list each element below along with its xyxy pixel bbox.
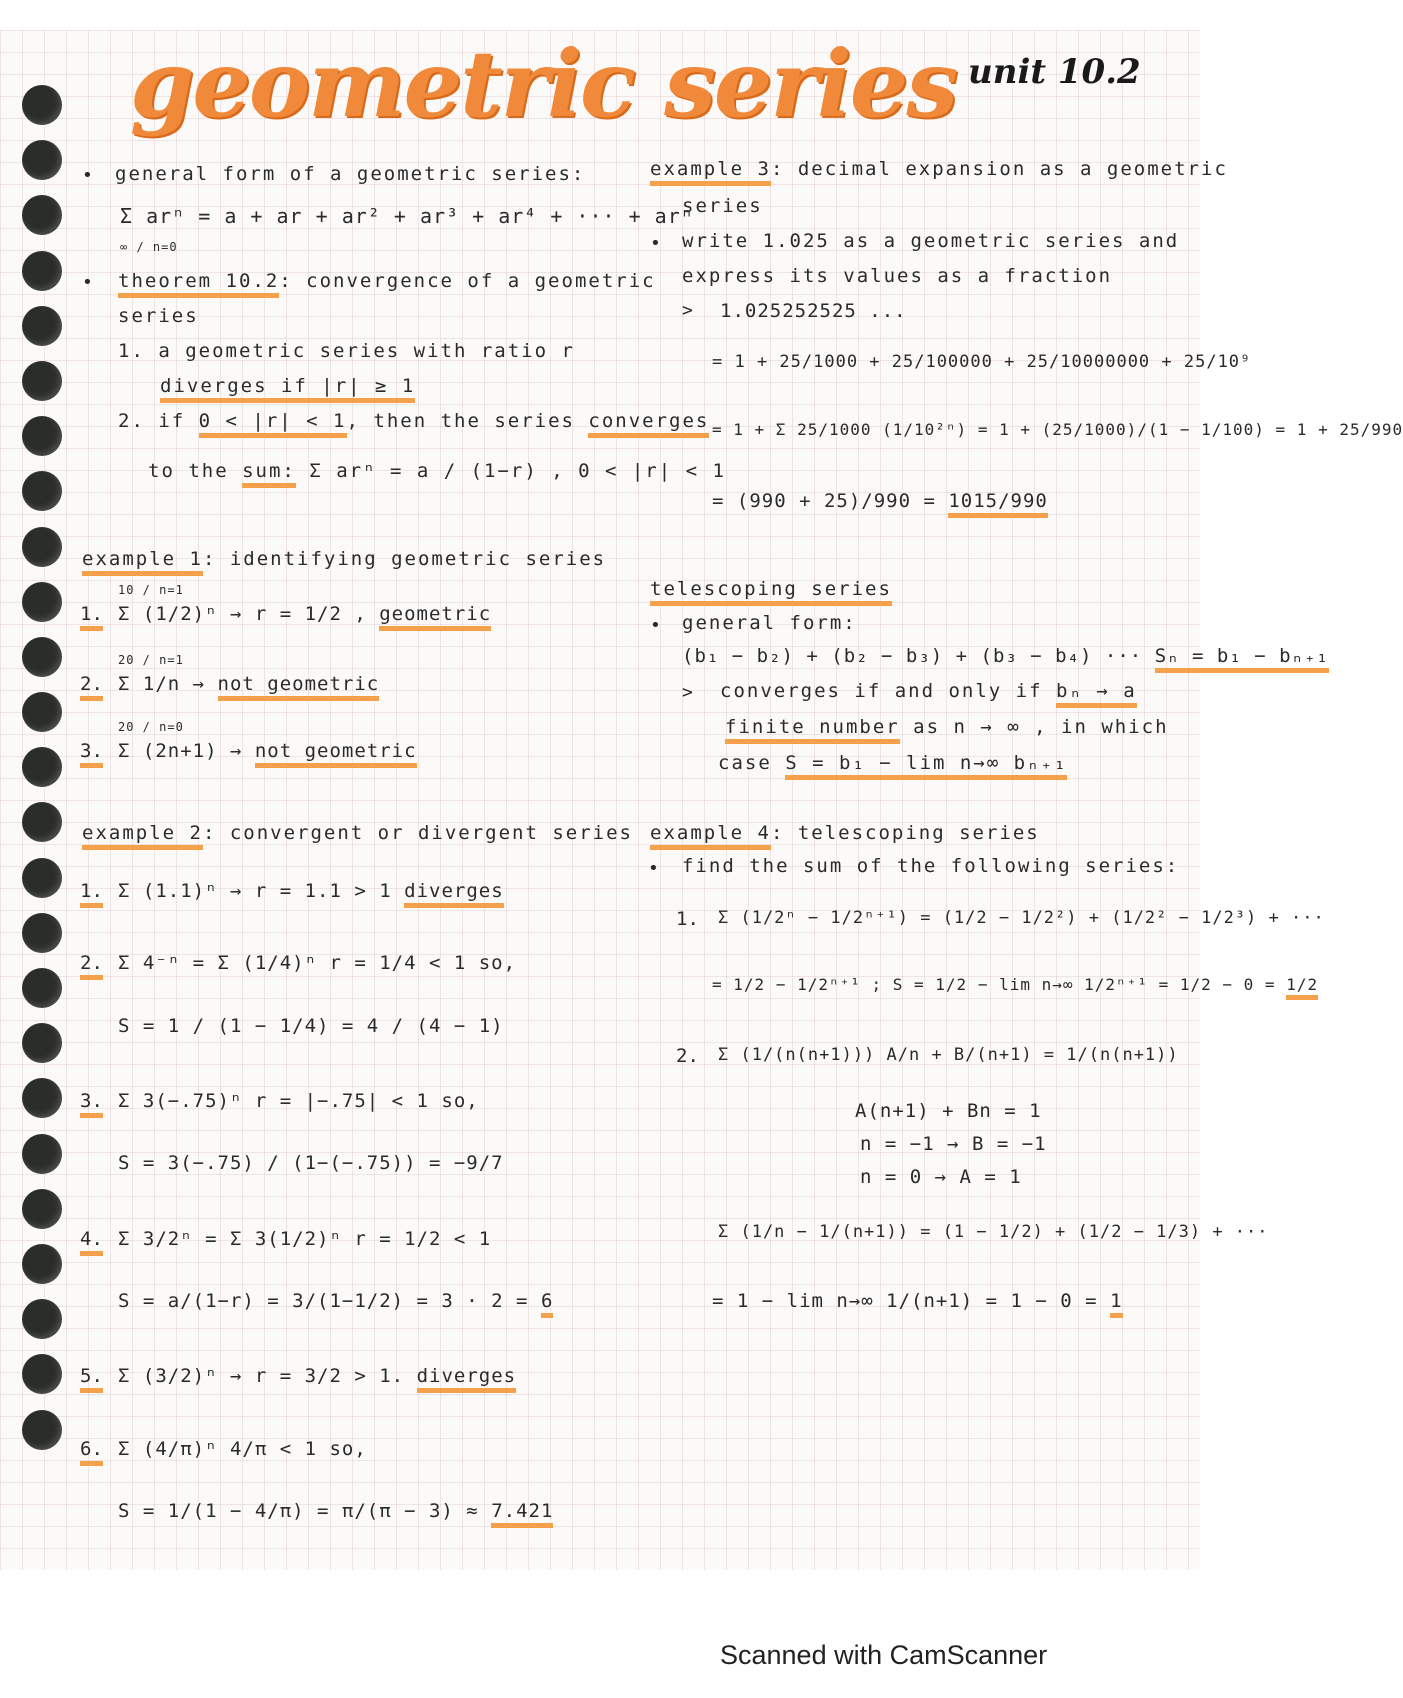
ex3-task: write 1.025 as a geometric series and (682, 230, 1180, 252)
theorem-item-2-converges: converges (588, 410, 709, 438)
telescoping-form: (b₁ − b₂) + (b₂ − b₃) + (b₃ − b₄) ··· (682, 645, 1143, 667)
ex4-2-sum: = 1 − lim n→∞ 1/(n+1) = 1 − 0 = (712, 1290, 1098, 1312)
example-2-heading: example 2 (82, 822, 203, 850)
ex2-4-value: 6 (541, 1290, 553, 1318)
ex4-1-value: 1/2 (1286, 975, 1318, 1000)
ex1-1-result: geometric (379, 603, 491, 631)
example-1-title: : identifying geometric series (202, 548, 607, 570)
ex3-task-cont: express its values as a fraction (682, 265, 1113, 287)
ex1-1-limits: 10 / n=1 (118, 583, 184, 597)
ex1-2-expr: Σ 1/n → (118, 673, 206, 695)
ex1-3-limits: 20 / n=0 (118, 720, 184, 734)
example-4-title: : telescoping series (770, 822, 1040, 844)
ex2-4-sum: S = a/(1−r) = 3/(1−1/2) = 3 · 2 = (118, 1290, 529, 1312)
ex3-line-3: = (990 + 25)/990 = (712, 490, 936, 512)
ex2-5-result: diverges (417, 1365, 517, 1393)
ex1-2-limits: 20 / n=1 (118, 653, 184, 667)
ex1-2-result: not geometric (218, 673, 380, 701)
telescoping-general-label: general form: (682, 612, 857, 634)
telescoping-s: S = b₁ − lim n→∞ bₙ₊₁ (785, 752, 1067, 780)
theorem-item-1: 1. a geometric series with ratio r (118, 340, 575, 362)
ex4-2-eq: A(n+1) + Bn = 1 (855, 1100, 1042, 1122)
ex4-1-sum: = 1/2 − 1/2ⁿ⁺¹ ; S = 1/2 − lim n→∞ 1/2ⁿ⁺¹ = 1/2 − 0 = (712, 975, 1276, 994)
ex4-2-series: Σ (1/n − 1/(n+1)) = (1 − 1/2) + (1/2 − 1/3) + ··· (718, 1222, 1269, 1242)
item-number: 4. (80, 1228, 103, 1256)
binder-holes (22, 85, 72, 1465)
ex2-6-value: 7.421 (491, 1500, 553, 1528)
item-number: 2. (676, 1045, 699, 1067)
telescoping-sn: Sₙ = b₁ − bₙ₊₁ (1155, 645, 1329, 673)
example-1-heading: example 1 (82, 548, 203, 576)
telescoping-finite-cont: as n → ∞ , in which (913, 716, 1169, 738)
ex2-1-result: diverges (404, 880, 504, 908)
item-number: 2. (80, 952, 103, 980)
example-3-heading: example 3 (650, 158, 771, 186)
notebook-page (0, 30, 1200, 1570)
ex4-2-value: 1 (1110, 1290, 1122, 1318)
arrow-icon: > (682, 300, 693, 321)
bullet-icon: • (650, 615, 661, 636)
theorem-item-1-diverges: diverges if |r| ≥ 1 (160, 375, 415, 403)
item-number: 2. (80, 673, 103, 701)
ex2-6-sum: S = 1/(1 − 4/π) = π/(π − 3) ≈ (118, 1500, 479, 1522)
item-number: 1. (80, 603, 103, 631)
item-number: 5. (80, 1365, 103, 1393)
telescoping-converges: converges if and only if (720, 680, 1043, 702)
theorem-item-2-formula: Σ arⁿ = a / (1−r) , 0 < |r| < 1 (309, 460, 726, 482)
item-number: 3. (80, 740, 103, 768)
bullet-icon: • (82, 165, 93, 186)
telescoping-finite: finite number (725, 716, 900, 744)
general-form-limits: ∞ / n=0 (120, 240, 178, 254)
theorem-item-2-sum: sum: (242, 460, 296, 488)
ex3-result: 1015/990 (948, 490, 1048, 518)
theorem-item-2-cond: 0 < |r| < 1 (199, 410, 347, 438)
ex4-2-a: n = 0 → A = 1 (860, 1166, 1022, 1188)
ex1-3-expr: Σ (2n+1) → (118, 740, 243, 762)
theorem-item-2-a: 2. if (118, 410, 186, 432)
ex2-3-sum: S = 3(−.75) / (1−(−.75)) = −9/7 (118, 1152, 504, 1174)
example-4-heading: example 4 (650, 822, 771, 850)
example-2-title: : convergent or divergent series (202, 822, 633, 844)
ex2-4-expr: Σ 3/2ⁿ = Σ 3(1/2)ⁿ r = 1/2 < 1 (118, 1228, 492, 1250)
bullet-icon: • (648, 858, 659, 879)
ex2-2-expr: Σ 4⁻ⁿ = Σ (1/4)ⁿ r = 1/4 < 1 so, (118, 952, 517, 974)
ex4-2-b: n = −1 → B = −1 (860, 1133, 1047, 1155)
item-number: 3. (80, 1090, 103, 1118)
theorem-item-2-e: to the (148, 460, 229, 482)
general-form-label: general form of a geometric series: (115, 163, 586, 185)
theorem-item-2-c: , then the series (346, 410, 575, 432)
general-form-formula: Σ arⁿ = a + ar + ar² + ar³ + ar⁴ + ··· + arⁿ (120, 204, 694, 228)
ex3-line-1: = 1 + 25/1000 + 25/100000 + 25/10000000 + 25/10⁹ (712, 352, 1252, 372)
ex2-2-sum: S = 1 / (1 − 1/4) = 4 / (4 − 1) (118, 1015, 504, 1037)
item-number: 6. (80, 1438, 103, 1466)
ex4-task: find the sum of the following series: (682, 855, 1180, 877)
ex2-6-expr: Σ (4/π)ⁿ 4/π < 1 so, (118, 1438, 367, 1460)
bullet-icon: • (82, 272, 93, 293)
ex4-1-expr: Σ (1/2ⁿ − 1/2ⁿ⁺¹) = (1/2 − 1/2²) + (1/2² − 1/2³) + ··· (718, 908, 1325, 928)
item-number: 1. (676, 908, 699, 930)
theorem-title-cont: series (118, 305, 199, 327)
telescoping-case: case (718, 752, 772, 774)
arrow-icon: > (682, 682, 693, 703)
example-3-title-cont: series (682, 195, 763, 217)
ex2-1-expr: Σ (1.1)ⁿ → r = 1.1 > 1 (118, 880, 392, 902)
bullet-icon: • (650, 233, 661, 254)
theorem-label: theorem 10.2 (118, 270, 279, 298)
item-number: 1. (80, 880, 103, 908)
ex2-3-expr: Σ 3(−.75)ⁿ r = |−.75| < 1 so, (118, 1090, 479, 1112)
page-title: geometric series (130, 30, 957, 138)
ex1-1-expr: Σ (1/2)ⁿ → r = 1/2 , (118, 603, 367, 625)
unit-label: unit 10.2 (968, 52, 1141, 92)
example-3-title: : decimal expansion as a geometric (770, 158, 1228, 180)
ex3-line-2: = 1 + Σ 25/1000 (1/10²ⁿ) = 1 + (25/1000)/(1 − 1/100) = 1 + 25/990 (712, 420, 1403, 439)
ex3-decimal: 1.025252525 ... (720, 300, 907, 322)
telescoping-heading: telescoping series (650, 578, 892, 606)
ex2-5-expr: Σ (3/2)ⁿ → r = 3/2 > 1. (118, 1365, 405, 1387)
theorem-title: : convergence of a geometric (279, 270, 656, 292)
ex1-3-result: not geometric (255, 740, 417, 768)
telescoping-bn: bₙ → a (1056, 680, 1137, 708)
scanner-watermark: Scanned with CamScanner (720, 1640, 1048, 1670)
ex4-2-expr: Σ (1/(n(n+1))) A/n + B/(n+1) = 1/(n(n+1)) (718, 1045, 1179, 1065)
